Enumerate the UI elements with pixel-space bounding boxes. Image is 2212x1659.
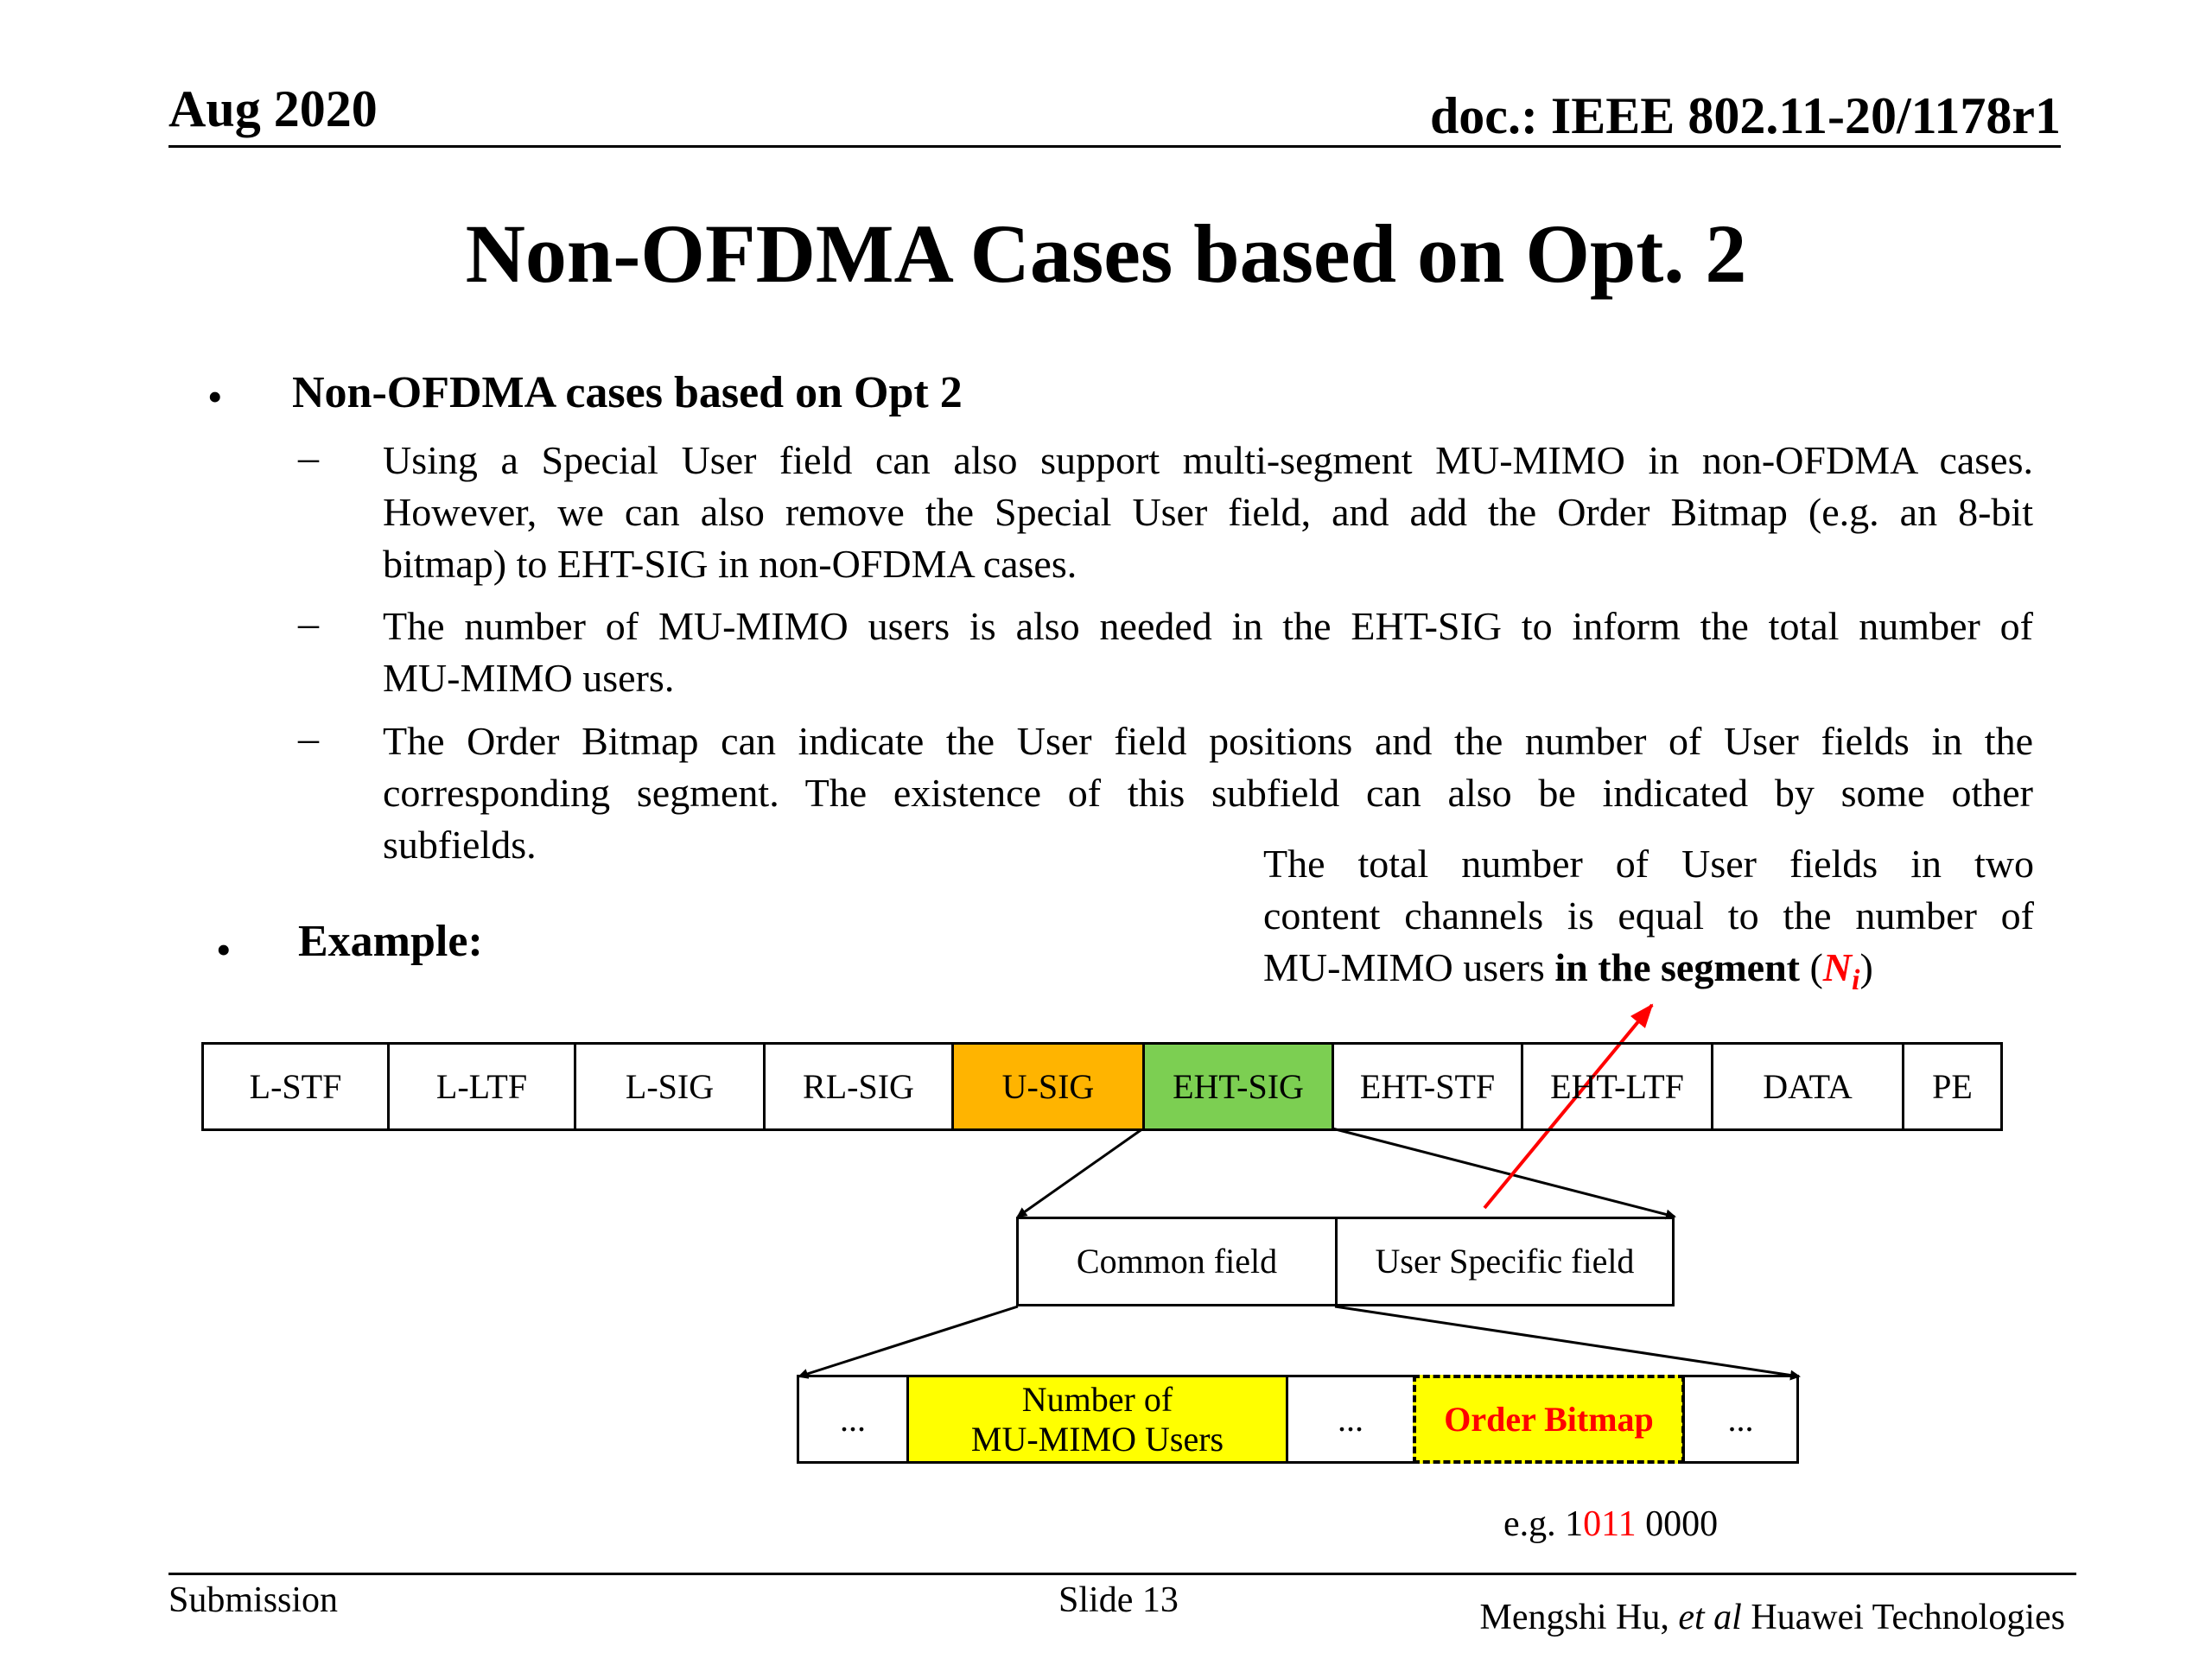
ppdu-field-ehtstf: EHT-STF — [1332, 1042, 1523, 1131]
sub-bullet-1-line-1: Using a Special User field can also support multi-segment MU-MIMO in non-OFDMA cases. — [383, 438, 2033, 482]
sub-bullet-2-line-2: MU-MIMO users. — [383, 656, 675, 700]
ppdu-field-data: DATA — [1711, 1042, 1904, 1131]
annotation-bold: in the segment — [1554, 945, 1800, 989]
subfield-ellipsis-1: ... — [797, 1375, 909, 1464]
footer-company: Huawei Technologies — [1741, 1598, 2065, 1637]
dash-marker: – — [298, 715, 319, 761]
bitmap-red-bits: 011 — [1583, 1504, 1637, 1544]
ppdu-field-ehtsig: EHT-SIG — [1142, 1042, 1334, 1131]
main-bullet-heading: Non-OFDMA cases based on Opt 2 — [292, 368, 963, 417]
annotation-subscript: i — [1852, 964, 1860, 997]
ppdu-field-usig: U-SIG — [951, 1042, 1145, 1131]
subfield-order-bitmap: Order Bitmap — [1413, 1375, 1685, 1464]
bitmap-prefix: e.g. — [1503, 1504, 1566, 1544]
expand-line-right-2 — [1335, 1306, 1799, 1376]
expand-line-left — [1018, 1128, 1143, 1217]
annotation-paren-close: ) — [1859, 945, 1873, 989]
ppdu-field-ehtltf: EHT-LTF — [1521, 1042, 1713, 1131]
subfield-number-of-mu-mimo-users — [906, 1375, 1288, 1464]
footer-etal: et al — [1678, 1598, 1742, 1637]
header-date: Aug 2020 — [168, 80, 378, 137]
footer-author — [1479, 1597, 2065, 1638]
ppdu-field-rlsig: RL-SIG — [763, 1042, 954, 1131]
footer-rule — [168, 1573, 2076, 1575]
slide-title: Non-OFDMA Cases based on Opt. 2 — [465, 207, 1747, 300]
bitmap-rest: 0000 — [1636, 1504, 1719, 1544]
sub-bullet-3-line-3: subfields. — [383, 823, 537, 867]
annotation-paren-open: ( — [1799, 945, 1823, 989]
annotation-line-2: content channels is equal to the number of — [1263, 893, 2034, 938]
footer-slide-number: Slide 13 — [1058, 1580, 1179, 1620]
footer-author-name: Mengshi Hu, — [1479, 1598, 1679, 1637]
num-users-line-1: Number of — [1021, 1379, 1173, 1419]
subfield-ellipsis-2: ... — [1286, 1375, 1415, 1464]
example-heading: Example: — [298, 917, 483, 966]
annotation-symbol: N — [1822, 945, 1853, 989]
footer-submission: Submission — [168, 1580, 339, 1620]
sub-bullet-1-line-2: However, we can also remove the Special User field, and add the Order Bitmap (e.g. an 8-bit — [383, 490, 2033, 534]
ppdu-field-lltf: L-LTF — [387, 1042, 576, 1131]
bullet-marker: • — [216, 925, 232, 974]
num-users-line-2: MU-MIMO Users — [970, 1419, 1224, 1459]
ppdu-field-pe: PE — [1902, 1042, 2003, 1131]
sub-bullet-3-line-2: corresponding segment. The existence of this subfield can also be indicated by some other — [383, 771, 2033, 815]
expand-line-right — [1332, 1128, 1675, 1217]
dash-marker: – — [298, 435, 319, 480]
sub-bullet-3-line-1: The Order Bitmap can indicate the User field positions and the number of User fields in the — [383, 719, 2033, 763]
eht-sig-common-field: Common field — [1016, 1217, 1338, 1306]
expand-line-left-2 — [799, 1306, 1018, 1376]
subfield-ellipsis-3: ... — [1682, 1375, 1799, 1464]
eht-sig-user-specific-field: User Specific field — [1335, 1217, 1675, 1306]
ppdu-field-lstf: L-STF — [201, 1042, 390, 1131]
sub-bullet-1-line-3: bitmap) to EHT-SIG in non-OFDMA cases. — [383, 542, 1077, 586]
ppdu-field-lsig: L-SIG — [574, 1042, 766, 1131]
bullet-marker: • — [207, 372, 223, 421]
sub-bullet-2-line-1: The number of MU-MIMO users is also needed in the EHT-SIG to inform the total number of — [383, 604, 2033, 648]
header-doc-id: doc.: IEEE 802.11-20/1178r1 — [1429, 87, 2061, 144]
annotation-line-1: The total number of User fields in two — [1263, 842, 2034, 886]
bitmap-example — [1503, 1503, 1718, 1545]
dash-marker: – — [298, 601, 319, 646]
bitmap-first-bit: 1 — [1565, 1504, 1584, 1544]
annotation-plain: MU-MIMO users — [1263, 945, 1555, 989]
